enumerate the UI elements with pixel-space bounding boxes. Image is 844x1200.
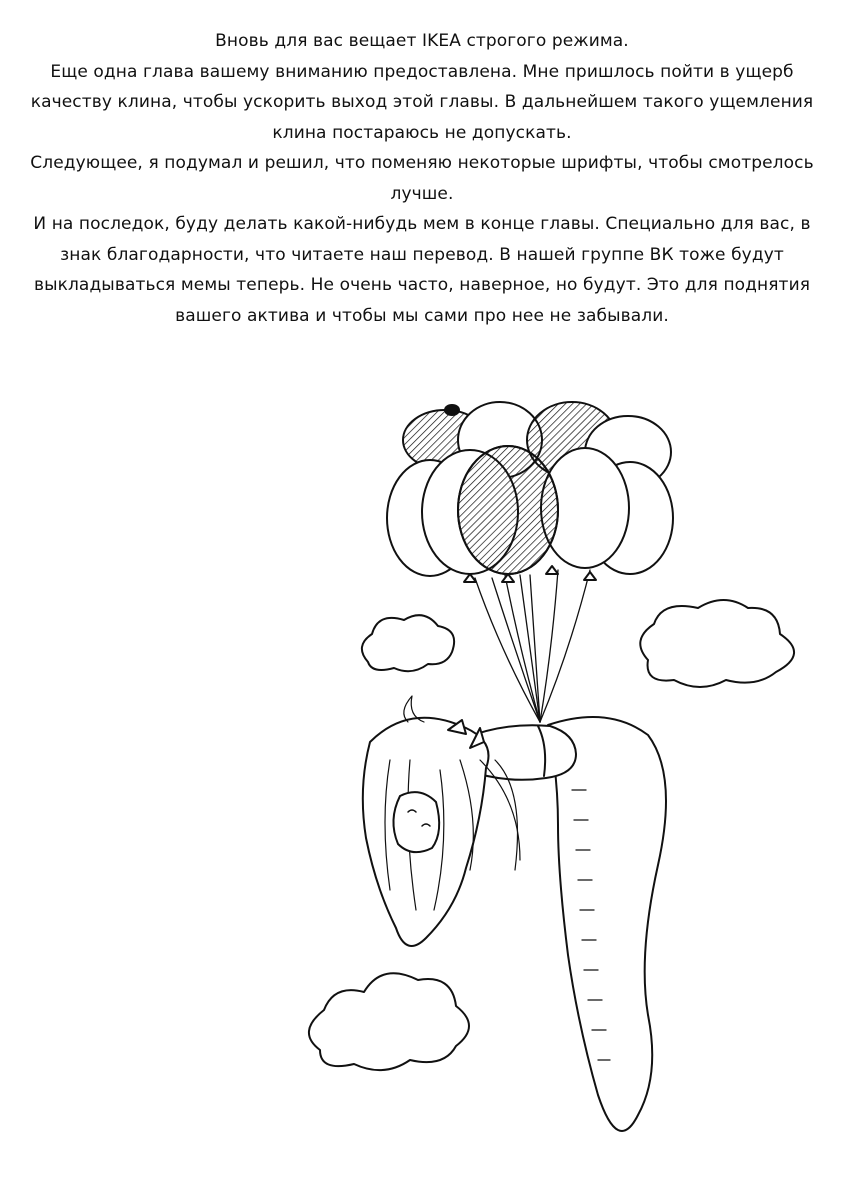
cloud-upper-left	[362, 615, 454, 671]
note-paragraph-4: И на последок, буду делать какой-нибудь мем в конце главы. Специально для вас, в знак благодарности, что читаете наш перевод. В нашей группе ВК тоже будут выкладываться мемы теперь. Не очень часто, наверное, но будут. Это для поднятия вашего актива и чтобы мы сами про нее не забывали.	[33, 214, 811, 326]
dragon-tail	[548, 717, 666, 1131]
note-paragraph-1: Вновь для вас вещает IKEA строгого режима.	[215, 31, 629, 51]
girl-face	[393, 792, 439, 852]
cloud-upper-right	[640, 600, 794, 687]
balloon-strings	[475, 570, 590, 722]
note-paragraph-3: Следующее, я подумал и решил, что поменяю некоторые шрифты, чтобы смотрелось лучше.	[30, 153, 814, 204]
front-balloons	[387, 446, 673, 582]
note-paragraph-2: Еще одна глава вашему вниманию предоставлена. Мне пришлось пойти в ущерб качеству клина, чтобы ускорить выход этой главы. В дальнейшем такого ущемления клина постараюсь не допускать.	[30, 61, 814, 143]
cloud-lower	[309, 973, 469, 1070]
